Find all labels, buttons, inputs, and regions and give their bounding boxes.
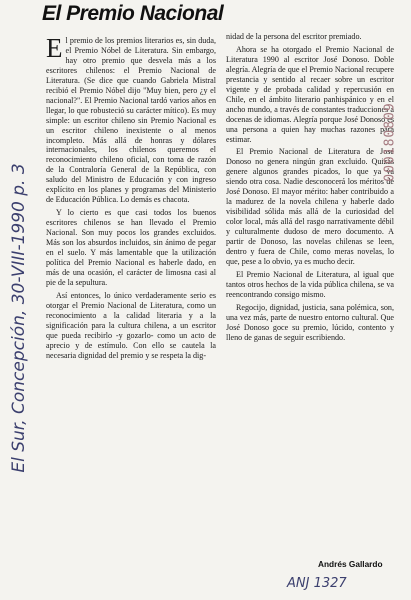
handwritten-source-note <box>2 48 36 588</box>
paragraph-text: l premio de los premios literarios es, sin duda, el Premio Nóbel de Literatura. Sin embargo, hay otro premio que desvela más a los escritores chilenos: el Premio Nacional de Literatura. (Se dice que cuando Gabriela Mistral recibió el Premio Nóbel dijo "Muy bien, pero ¿y el nacional?". El Premio Nacional tardó varios años en llegar, lo que robusteció su carácter mítico). Es muy simple: un escritor chileno sin Premio Nacional es un escritor chileno inexistente o al menos incompleto. Más allá de honras y dólares internacionales, los chilenos queremos el reconocimiento chileno oficial, con toma de razón de la Contraloría General de la República, con saludo del Ministro de Educación y con ingreso explícito en los planes y programas del Ministerio de Educación Pública. Lo demás es chacota. <box>46 36 216 205</box>
drop-cap: E <box>46 33 63 63</box>
handwritten-source-text: El Sur, Concepción, 30-VIII-1990 p. 3 <box>9 163 29 473</box>
right-column <box>226 32 394 343</box>
paragraph: Y lo cierto es que casi todos los buenos escritores chilenos se han llevado el Premio Nacional. Son muy pocos los grandes excluidos. Más son los absurdos incluidos, sin ánimo de pegar en el suelo. Y más lamentable que la utilización política del Premio Nacional es haberle dado, en más de una ocasión, el carácter de limosna casi al pie de la sepultura. <box>46 208 216 287</box>
paragraph: Así entonces, lo único verdaderamente serio es otorgar el Premio Nacional de Literatura, como un reconocimiento a la calidad literaria y a la significación para la cultura chilena, a un escritor que pueda recibirlo -y gozarlo- como un acto de aprecio y de estímulo. Con ello se cautela la necesaria dignidad del premio y se respeta la dig- <box>46 290 216 360</box>
paragraph: nidad de la persona del escritor premiado. <box>226 32 362 41</box>
paragraph: El Premio Nacional de Literatura, al igual que tantos otros hechos de la vida pública chilena, se va reencontrando consigo mismo. <box>226 269 394 299</box>
paragraph: Regocijo, dignidad, justicia, sana polémica, son, una vez más, parte de nuestro entorno cultural. Que José Donoso goce su premio, lúcido, contento y lleno de ganas de seguir escribiendo. <box>226 302 394 342</box>
archive-stamp-text: 000180809 <box>382 102 398 182</box>
author-byline: Andrés Gallardo <box>318 559 383 569</box>
paragraph: El Premio Nacional de Literatura de José Donoso no genera ningún gran excluido. Quizás genere algunos grandes picados, lo que ya va siendo otra cosa. Nadie desconocerá los méritos de José Donoso. El mayor mérito: haber contribuido a la madurez de la novela chilena y haberle dado visibilidad sólida más allá de la curiosidad del color local, más allá del rasgo narrativamente débil y culturalmente dudoso de mero documento. A partir de Donoso, las novelas chilenas se leen, dentro y fuera de Chile, como meras novelas, lo que, pese a lo obvio, ya es mucho decir. <box>226 147 394 266</box>
paragraph <box>46 33 216 205</box>
article-headline: El Premio Nacional <box>42 2 224 25</box>
paragraph: Ahora se ha otorgado el Premio Nacional de Literatura 1990 al escritor José Donoso. Doble alegría. Alegría de que el Premio Nacional recupere prestancia y sentido al recaer sobre un escritor vigente y de probada calidad y repercusión en Chile, en el ámbito literario panhispánico y en el ancho mundo, a través de constantes traducciones a docenas de idiomas. Alegría porque José Donoso es una persona a quien hay muchas razones para estimar. <box>226 44 394 144</box>
left-column <box>46 33 216 361</box>
catalog-number: ANJ 1327 <box>287 576 347 591</box>
archive-stamp <box>379 72 401 212</box>
